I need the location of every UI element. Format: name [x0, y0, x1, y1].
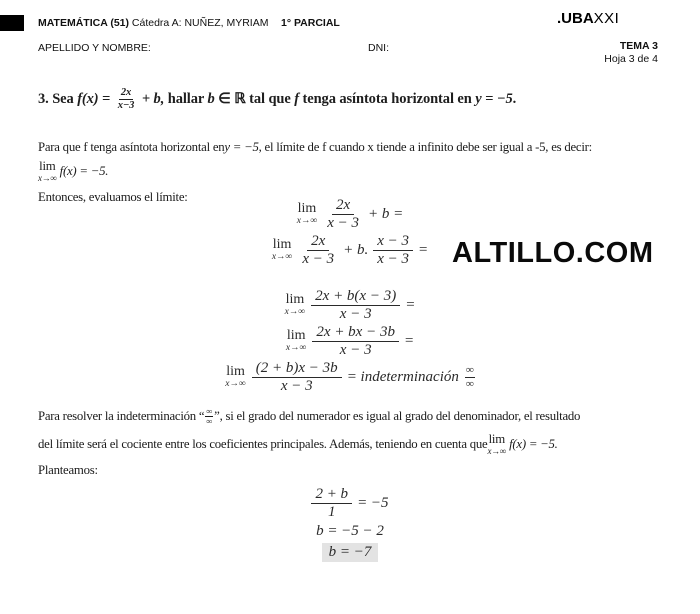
equation-line-1: [0, 197, 700, 231]
name-label: APELLIDO Y NOMBRE:: [38, 42, 151, 54]
infinity-over-infinity-fraction: [465, 364, 475, 389]
final-equation-2: [0, 523, 700, 540]
fraction-denominator: x − 3: [377, 250, 410, 267]
fraction-numerator: 2x: [332, 197, 354, 215]
fraction-numerator: 2x: [307, 233, 329, 251]
problem-text: .: [512, 91, 517, 107]
lim-subscript: x→∞: [285, 342, 307, 353]
fraction: [323, 197, 363, 231]
fraction-numerator: ∞: [206, 405, 213, 416]
equation-line-3: [0, 288, 700, 322]
paragraph-text: Para que f tenga asíntota horizontal en: [38, 139, 225, 154]
problem-text: tenga asíntota horizontal en: [298, 91, 476, 107]
equation-middle: + b.: [343, 241, 369, 258]
fraction: [311, 486, 352, 520]
equation-tail: =: [418, 241, 429, 258]
fraction-denominator: x−3: [117, 100, 135, 112]
lim-subscript: x→∞: [271, 251, 293, 262]
fraction: [373, 233, 413, 267]
uba-xxi-logo: [557, 10, 619, 27]
function-definition: f(x) =: [77, 91, 114, 107]
limit-operator: [286, 329, 307, 354]
paragraph-text: , el límite de f cuando x tiende a infinito debe ser igual a -5, es decir:: [258, 139, 592, 154]
equation-line-5: [0, 360, 700, 394]
paragraph-text: ”, si el grado del numerador es igual al grado del denominador, el resultado: [214, 409, 581, 423]
limit-operator: [297, 202, 318, 227]
course-title: [38, 17, 268, 29]
lim-word: lim: [286, 327, 306, 343]
lim-subscript: x→∞: [296, 215, 318, 226]
infinity-over-infinity-fraction: [205, 407, 213, 427]
paragraph-text: Para resolver la indeterminación “: [38, 409, 205, 423]
equation-tail: =: [403, 332, 415, 349]
lim-word: lim: [39, 159, 56, 174]
inline-fraction: [116, 87, 137, 112]
lim-subscript: x→∞: [225, 378, 246, 389]
paragraph-line: [38, 403, 700, 430]
paragraph-line: [38, 136, 700, 158]
limit-operator: [225, 365, 246, 390]
fraction: [312, 324, 399, 358]
lim-word: lim: [488, 432, 505, 447]
fraction-numerator: 2 + b: [311, 486, 352, 504]
explanation-paragraph-2: [38, 403, 700, 481]
limit-condition-line: [38, 158, 700, 185]
fraction-numerator: x − 3: [373, 233, 413, 251]
limit-operator: [38, 160, 57, 183]
fraction-numerator: (2 + b)x − 3b: [252, 360, 342, 378]
dni-label: DNI:: [368, 42, 389, 54]
fraction-denominator: x − 3: [339, 341, 372, 358]
page-corner-mark: [0, 15, 24, 31]
paragraph-line: [38, 459, 700, 481]
tema-block: [604, 40, 658, 66]
final-equation-3: [0, 543, 700, 562]
fraction-numerator: ∞: [465, 364, 474, 377]
lim-word: lim: [297, 200, 317, 216]
lim-word: lim: [272, 236, 292, 252]
lim-word: lim: [226, 363, 245, 379]
xxi-logo-text: XXI: [593, 10, 620, 27]
course-catedra: Cátedra A: NUÑEZ, MYRIAM: [129, 17, 269, 29]
exam-title: 1° PARCIAL: [281, 17, 340, 29]
lim-subscript: x→∞: [284, 306, 306, 317]
fraction-numerator: 2x + b(x − 3): [311, 288, 400, 306]
asymptote-value: y = −5: [224, 139, 259, 154]
tema-label: TEMA 3: [619, 40, 658, 52]
equation-tail: = −5: [357, 494, 389, 511]
paragraph-text: del límite será el cociente entre los coeficientes principales. Además, teniendo en cuenta que: [38, 437, 488, 451]
indetermination-label: = indeterminación: [346, 368, 459, 385]
fraction-numerator: 2x: [119, 87, 133, 100]
paragraph-text: Planteamos:: [38, 462, 98, 477]
problem-statement: [38, 84, 680, 114]
paragraph-text: Entonces, evaluamos el límite:: [38, 189, 188, 204]
final-equation-1: [0, 486, 700, 520]
altillo-watermark: ALTILLO.COM: [452, 237, 654, 269]
asymptote-value: y = −5: [475, 91, 513, 107]
limit-expression: f(x) = −5.: [59, 164, 109, 178]
lim-word: lim: [285, 291, 305, 307]
fraction: [252, 360, 342, 394]
hoja-label: Hoja 3 de 4: [604, 53, 658, 65]
problem-text: ∈ ℝ tal que: [214, 91, 295, 107]
paragraph-line: [38, 431, 700, 458]
limit-operator: [272, 238, 293, 263]
equation-text: b = −5 − 2: [316, 523, 384, 539]
fraction-denominator: ∞: [206, 416, 213, 426]
variable-b: b: [207, 91, 215, 107]
fraction-numerator: 2x + bx − 3b: [312, 324, 399, 342]
final-equations: [0, 486, 700, 564]
limit-operator: [487, 433, 506, 456]
fraction-denominator: x − 3: [302, 250, 335, 267]
equation-tail: + b =: [368, 205, 404, 222]
plus-b-term: + b,: [138, 91, 165, 107]
fraction-denominator: x − 3: [339, 305, 372, 322]
fraction: [311, 288, 400, 322]
problem-text: hallar: [164, 91, 208, 107]
course-name: MATEMÁTICA (51): [38, 17, 129, 29]
lim-subscript: x→∞: [38, 172, 57, 183]
fraction: [298, 233, 338, 267]
equation-tail: =: [405, 296, 416, 313]
variable-f: f: [294, 91, 299, 107]
limit-operator: [285, 293, 306, 318]
result-highlight: b = −7: [322, 543, 379, 562]
equation-line-4: [0, 324, 700, 358]
fraction-denominator: x − 3: [327, 214, 360, 231]
problem-number-lead: 3. Sea: [38, 91, 78, 107]
fraction-denominator: ∞: [465, 377, 474, 390]
limit-derivation: [0, 197, 700, 396]
lim-subscript: x→∞: [487, 445, 507, 456]
uba-logo-text: .UBA: [557, 10, 594, 27]
limit-expression: f(x) = −5.: [509, 437, 558, 451]
fraction-denominator: 1: [328, 503, 336, 520]
fraction-denominator: x − 3: [280, 377, 313, 394]
